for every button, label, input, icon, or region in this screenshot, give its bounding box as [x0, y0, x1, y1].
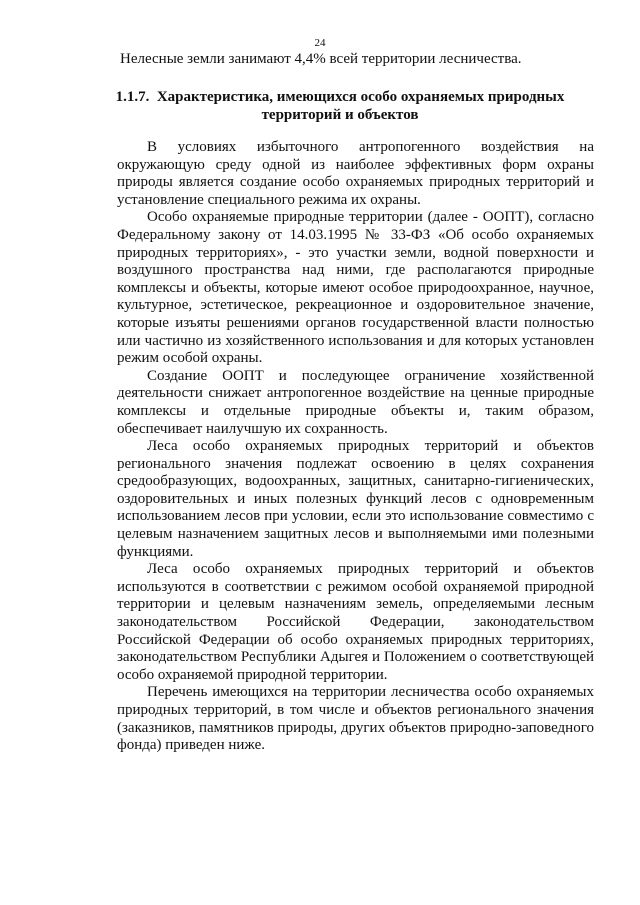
paragraph-3: Создание ООПТ и последующее ограничение хозяйственной деятельности снижает антропогенное воздействие на ценные природные комплексы и отдельные природные объекты и, таким образом, обеспечивает наилучшую их сохранность. [117, 367, 594, 437]
intro-line: Нелесные земли занимают 4,4% всей территории лесничества. [120, 51, 522, 67]
paragraph-4: Леса особо охраняемых природных территорий и объектов регионального значения подлежат освоению в целях сохранения средообразующих, водоохранных, защитных, санитарно-гигиенических, оздоровительных и иных полезных функций лесов с одновременным использованием лесов при условии, если это использование совместимо с целевым назначением защитных лесов и выполняемыми ими полезными функциями. [117, 438, 594, 560]
paragraph-6: Перечень имеющихся на территории лесничества особо охраняемых природных территорий, в том числе и объектов регионального значения (заказников, памятников природы, других объектов природно-заповедного фонда) приведен ниже. [117, 684, 594, 754]
section-title-part-1: Характеристика, имеющихся особо охраняемых природных [156, 89, 565, 105]
section-heading-line-1 [110, 88, 570, 106]
page-number: 24 [314, 37, 326, 49]
paragraph-2: Особо охраняемые природные территории (далее - ООПТ), согласно Федеральному закону от 14.03.1995 № 33-ФЗ «Об особо охраняемых природных территориях», - это участки земли, водной поверхности и воздушного пространства над ними, где располагаются природные комплексы и объекты, которые имеют особое природоохранное, научное, культурное, эстетическое, рекреационное и оздоровительное значение, которые изъяты решениями органов государственной власти полностью или частично из хозяйственного использования и для которых установлен режим особой охраны. [117, 209, 594, 367]
section-title-part-2: территорий и объектов [261, 107, 419, 123]
paragraph-5: Леса особо охраняемых природных территорий и объектов используются в соответствии с режимом особой охраняемой природной территории и целевым назначениям земель, определяемыми лесным законодательством Российской Федерации, законодательством Российской Федерации об особо охраняемых природных территориях, законодательством Республики Адыгея и Положением о соответствующей особо охраняемой природной территории. [117, 561, 594, 683]
paragraph-1: В условиях избыточного антропогенного воздействия на окружающую среду одной из наиболее эффективных форм охраны природы является создание особо охраняемых природных территорий и установление специального режима их охраны. [117, 139, 594, 208]
section-number: 1.1.7. [115, 89, 150, 105]
section-heading [110, 88, 570, 124]
document-body [117, 139, 594, 755]
